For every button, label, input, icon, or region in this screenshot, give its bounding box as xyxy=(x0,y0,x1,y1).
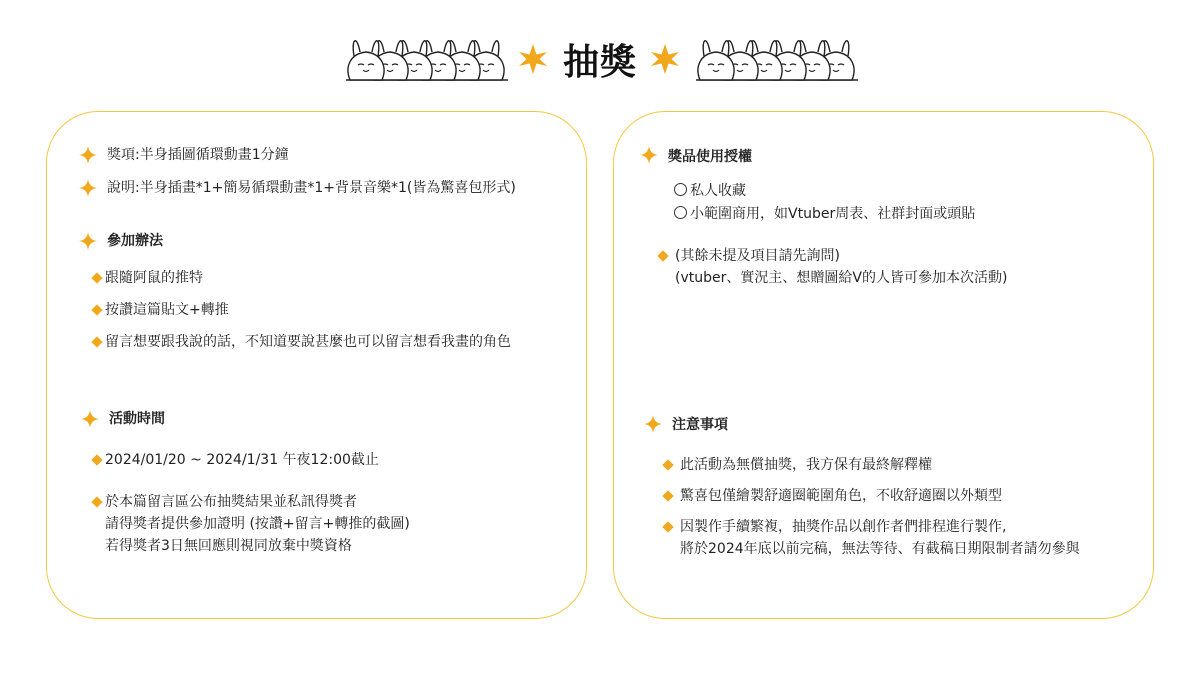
circle-icon xyxy=(674,206,687,219)
note-item: 驚喜包僅繪製舒適圈範圍角色，不收舒適圈以外類型 xyxy=(680,488,1002,504)
sparkle-icon xyxy=(79,146,97,164)
sparkle-icon xyxy=(640,146,658,164)
bullet-icon xyxy=(662,490,673,501)
bunny-icon xyxy=(348,41,384,80)
sparkle-icon xyxy=(644,415,662,433)
license-other: (vtuber、實況主、想贈圖給V的人皆可參加本次活動) xyxy=(675,270,1008,286)
bunny-row-right-icon xyxy=(692,32,862,86)
license-option: 私人收藏 xyxy=(674,180,746,202)
bullet-icon xyxy=(91,336,102,347)
sparkle-icon xyxy=(79,232,97,250)
event-time-heading: 活動時間 xyxy=(109,411,165,427)
circle-icon xyxy=(674,183,687,196)
prize-text: 獎項:半身插圖循環動畫1分鐘 xyxy=(107,147,289,163)
note-continuation: 將於2024年底以前完稿，無法等待、有截稿日期限制者請勿參與 xyxy=(680,541,1080,557)
bullet-icon xyxy=(662,521,673,532)
bunny-icon xyxy=(698,41,734,80)
license-other: (其餘未提及項目請先詢問) xyxy=(675,248,840,264)
bullet-icon xyxy=(91,496,102,507)
bullet-icon xyxy=(657,250,668,261)
event-period: 2024/01/20 ~ 2024/1/31 午夜12:00截止 xyxy=(105,452,379,468)
bullet-icon xyxy=(91,454,102,465)
note-item: 此活動為無償抽獎，我方保有最終解釋權 xyxy=(680,457,932,473)
bullet-icon xyxy=(91,304,102,315)
sparkle-icon xyxy=(81,410,99,428)
sparkle-icon xyxy=(79,179,97,197)
description-text: 說明:半身插畫*1+簡易循環動畫*1+背景音樂*1(皆為驚喜包形式) xyxy=(107,180,516,196)
prize-info-panel xyxy=(46,111,587,619)
page-title: 抽獎 xyxy=(562,42,637,83)
star-icon xyxy=(518,44,548,74)
list-item: 留言想要跟我說的話，不知道要說甚麼也可以留言想看我畫的角色 xyxy=(105,334,511,350)
star-icon xyxy=(650,44,680,74)
note-item: 因製作手續繁複，抽獎作品以創作者們排程進行製作, xyxy=(680,519,1007,535)
rules-panel xyxy=(613,111,1154,619)
notes-heading: 注意事項 xyxy=(672,417,728,433)
license-heading: 獎品使用授權 xyxy=(668,149,752,165)
license-option: 小範圍商用，如Vtuber周表、社群封面或頭貼 xyxy=(674,203,975,225)
list-item: 按讚這篇貼文+轉推 xyxy=(105,302,229,318)
list-item: 跟隨阿鼠的推特 xyxy=(105,270,203,286)
announce-line: 於本篇留言區公布抽獎結果並私訊得獎者 xyxy=(105,494,357,510)
bullet-icon xyxy=(91,272,102,283)
announce-line: 若得獎者3日無回應則視同放棄中獎資格 xyxy=(105,538,352,554)
how-to-join-heading: 參加辦法 xyxy=(107,233,163,249)
bullet-icon xyxy=(662,459,673,470)
announce-line: 請得獎者提供參加證明 (按讚+留言+轉推的截圖) xyxy=(105,516,410,532)
header xyxy=(0,30,1200,90)
bunny-row-left-icon xyxy=(342,32,512,86)
